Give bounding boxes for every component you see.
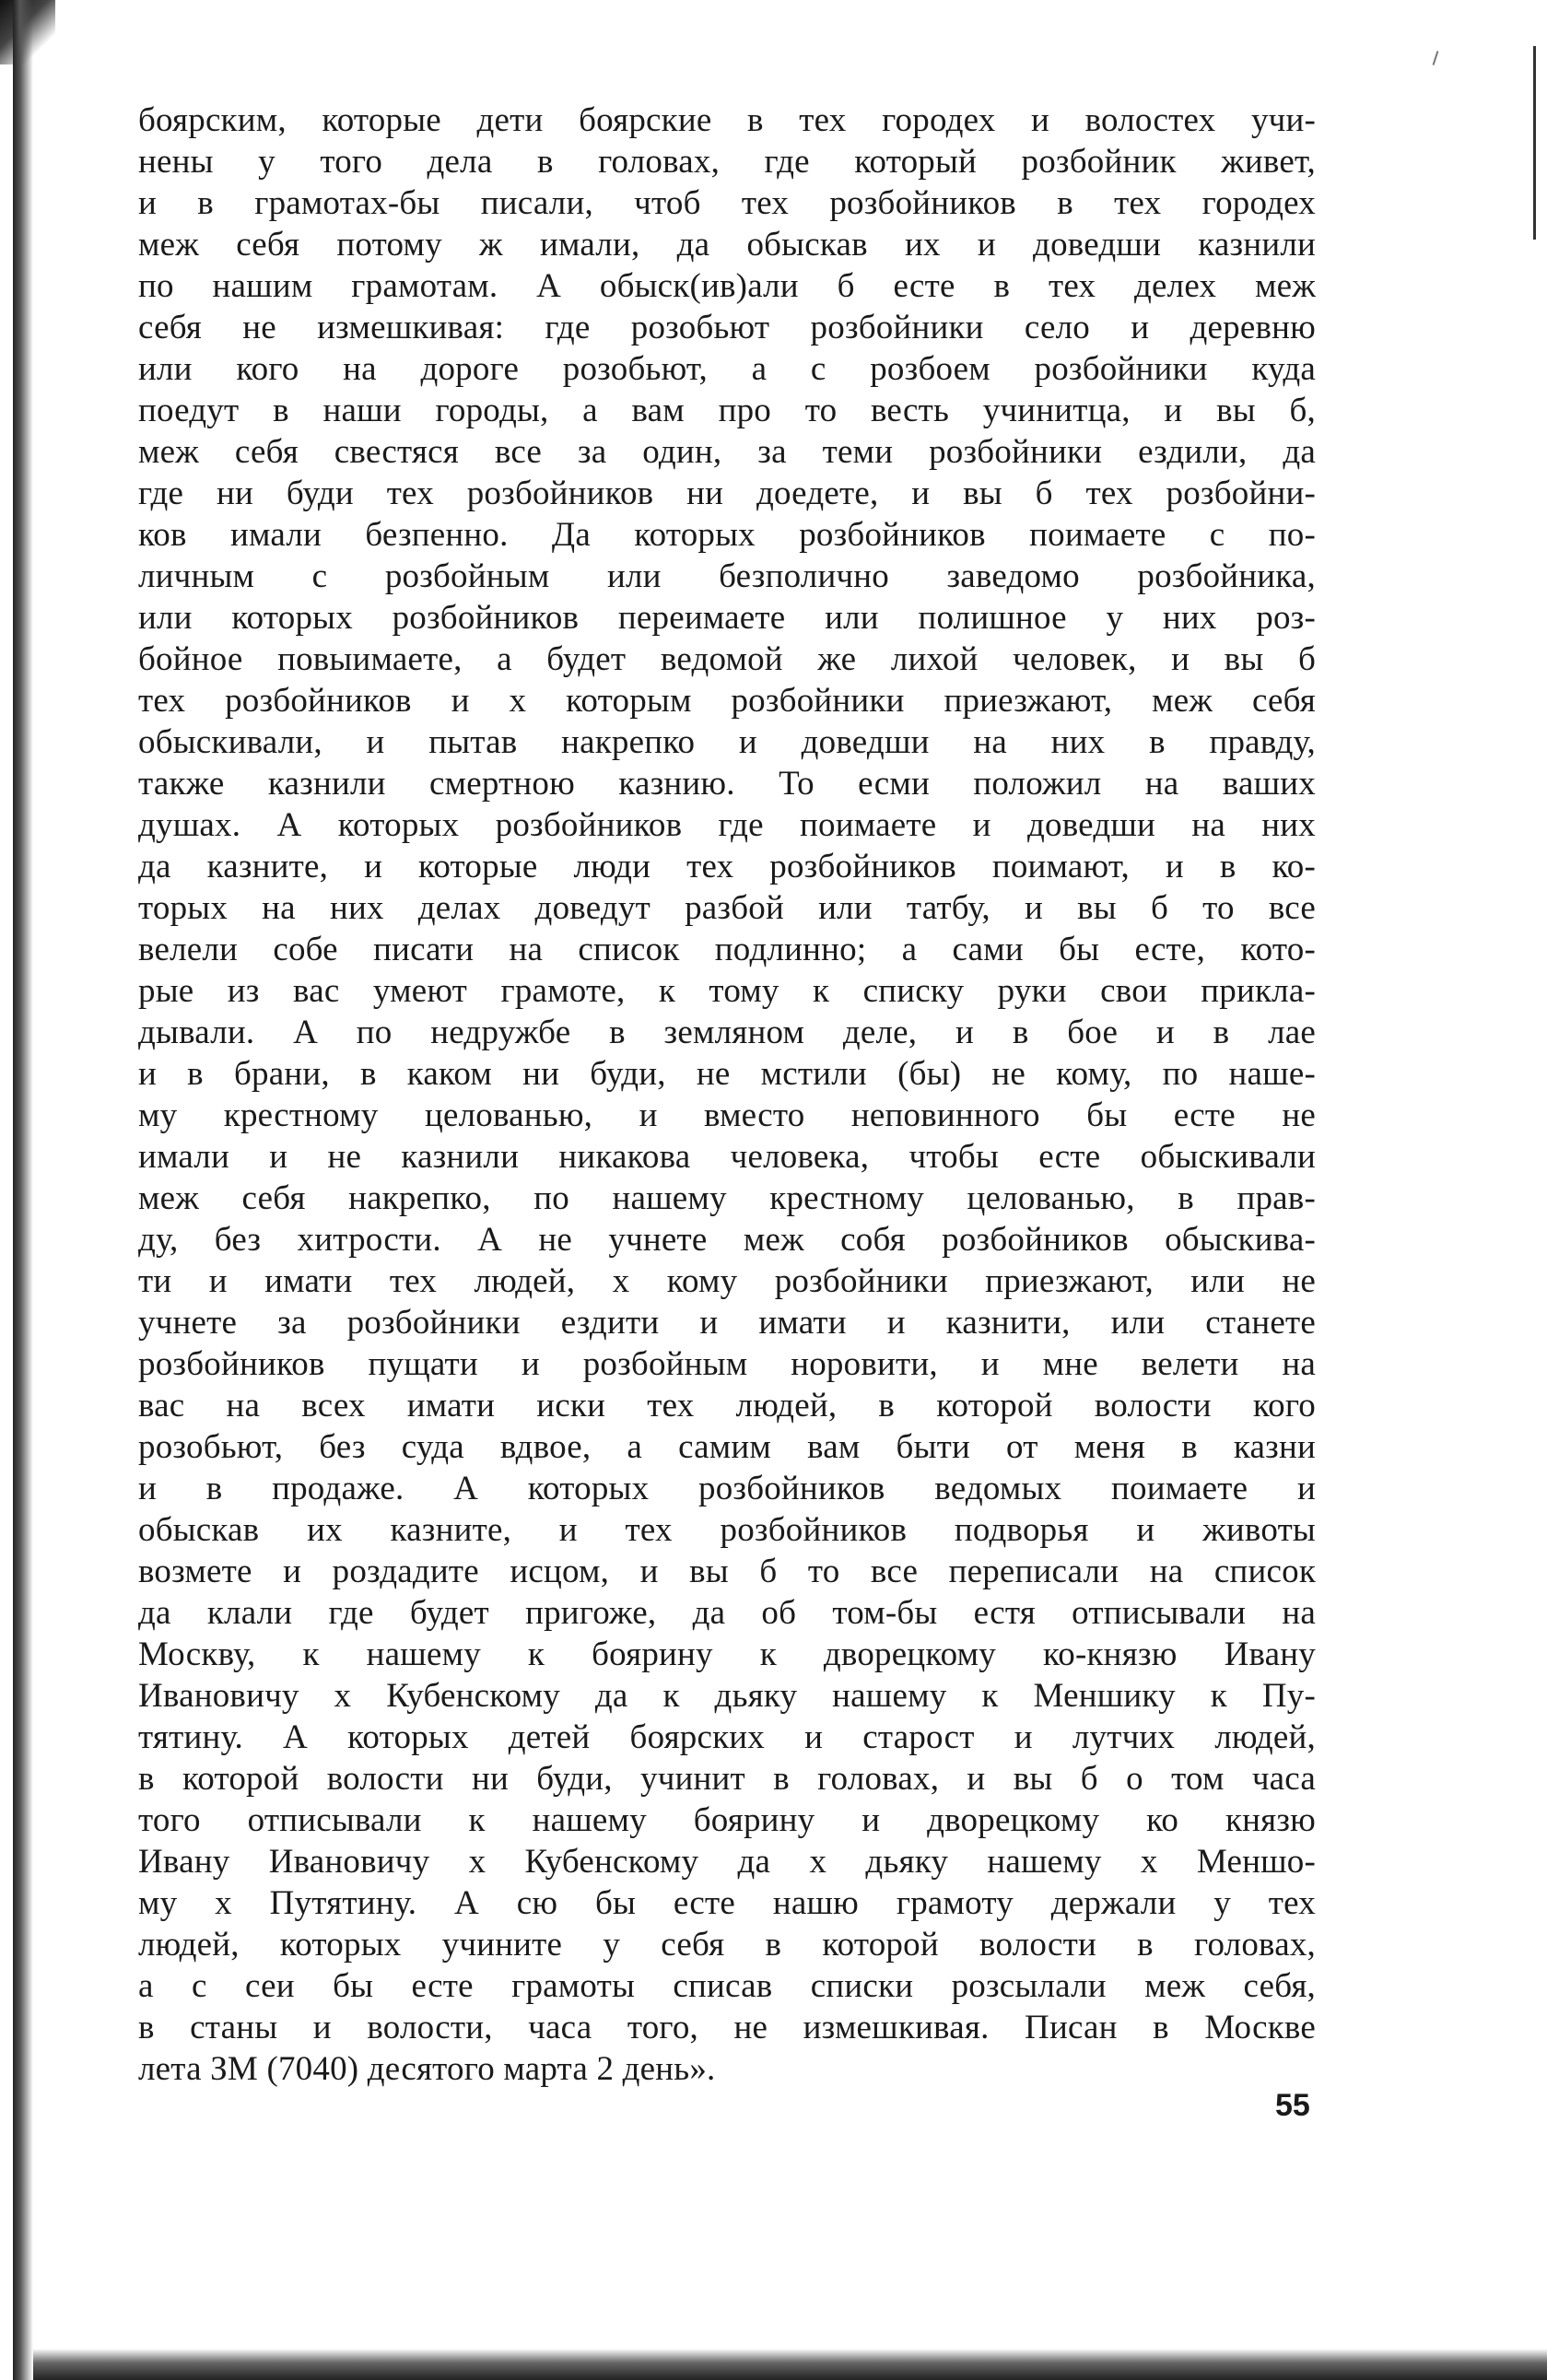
text-line: имали и не казнили никакова человека, чтобы есте обыскивали <box>138 1138 1316 1176</box>
text-line: меж себя потому ж имали, да обыскав их и доведши казнили <box>138 226 1316 264</box>
text-line: учнете за розбойники ездити и имати и казнити, или станете <box>138 1304 1316 1342</box>
text-line: дывали. А по недружбе в земляном деле, и в бое и в лае <box>138 1014 1316 1051</box>
text-line: по нашим грамотам. А обыск(ив)али б есте в тех делех меж <box>138 267 1316 305</box>
text-line: розбойников пущати и розбойным норовити, и мне велети на <box>138 1345 1316 1383</box>
scan-speck <box>1433 51 1439 65</box>
text-line: ти и имати тех людей, х кому розбойники приезжают, или не <box>138 1262 1316 1300</box>
text-line: бойное повыимаете, а будет ведомой же лихой человек, и вы б <box>138 640 1316 678</box>
text-line: где ни буди тех розбойников ни доедете, и вы б тех розбойни- <box>138 475 1316 512</box>
text-line: или кого на дороге розобьют, а с розбоем розбойники куда <box>138 350 1316 388</box>
body-text <box>138 100 1316 2090</box>
text-line: нены у того дела в головах, где который розбойник живет, <box>138 143 1316 181</box>
text-line: и в брани, в каком ни буди, не мстили (бы) не кому, по наше- <box>138 1055 1316 1093</box>
text-line: ков имали безпенно. Да которых розбойников поимаете с по- <box>138 516 1316 554</box>
text-line: вас на всех имати иски тех людей, в которой волости кого <box>138 1387 1316 1424</box>
text-line: рые из вас умеют грамоте, к тому к списку руки свои прикла- <box>138 972 1316 1010</box>
text-line: торых на них делах доведут разбой или татбу, и вы б то все <box>138 889 1316 927</box>
scan-mark-right-edge <box>1533 46 1536 240</box>
text-line: велели собе писати на список подлинно; а сами бы есте, кото- <box>138 931 1316 968</box>
text-line: в которой волости ни буди, учинит в головах, и вы б о том часа <box>138 1760 1316 1798</box>
text-line: тятину. А которых детей боярских и старост и лутчих людей, <box>138 1718 1316 1756</box>
text-line: розобьют, без суда вдвое, а самим вам быти от меня в казни <box>138 1428 1316 1466</box>
text-line: лета ЗМ (7040) десятого марта 2 день». <box>138 2050 716 2088</box>
text-line: му крестному целованью, и вместо неповинного бы есте не <box>138 1096 1316 1134</box>
text-line: и в продаже. А которых розбойников ведомых поимаете и <box>138 1470 1316 1507</box>
text-line: боярским, которые дети боярские в тех городех и волостех учи- <box>138 101 1316 139</box>
scan-shadow-bottom-edge <box>33 2349 1547 2380</box>
text-line: обыскав их казните, и тех розбойников подворья и животы <box>138 1511 1316 1549</box>
text-line: му х Путятину. А сю бы есте нашю грамоту держали у тех <box>138 1884 1316 1922</box>
text-line: поедут в наши городы, а вам про то весть учинитца, и вы б, <box>138 392 1316 429</box>
text-line: людей, которых учините у себя в которой волости в головах, <box>138 1926 1316 1964</box>
text-line: себя не измешкивая: где розобьют розбойники село и деревню <box>138 309 1316 346</box>
text-line: меж себя свестяся все за один, за теми розбойники ездили, да <box>138 433 1316 471</box>
text-line: возмете и роздадите исцом, и вы б то все переписали на список <box>138 1553 1316 1590</box>
text-line: в станы и волости, часа того, не измешкивая. Писан в Москве <box>138 2009 1316 2046</box>
text-line: того отписывали к нашему боярину и дворецкому ко князю <box>138 1801 1316 1839</box>
scan-shadow-left-edge <box>13 0 33 2380</box>
text-line: да казните, и которые люди тех розбойников поимают, и в ко- <box>138 848 1316 885</box>
text-line: а с сеи бы есте грамоты списав списки розсылали меж себя, <box>138 1967 1316 2005</box>
text-line: душах. А которых розбойников где поимаете и доведши на них <box>138 806 1316 844</box>
text-line: тех розбойников и х которым розбойники приезжают, меж себя <box>138 682 1316 720</box>
text-line: да клали где будет пригоже, да об том-бы естя отписывали на <box>138 1594 1316 1632</box>
text-line: ду, без хитрости. А не учнете меж собя розбойников обыскива- <box>138 1221 1316 1259</box>
page-number: 55 <box>1275 2088 1310 2123</box>
text-line: Ивановичу х Кубенскому да к дьяку нашему к Меншику к Пу- <box>138 1677 1316 1715</box>
text-line: обыскивали, и пытав накрепко и доведши на них в правду, <box>138 723 1316 761</box>
text-line: также казнили смертною казнию. То есми положил на ваших <box>138 765 1316 803</box>
text-line: Ивану Ивановичу х Кубенскому да х дьяку нашему х Меншо- <box>138 1843 1316 1881</box>
text-line: и в грамотах-бы писали, чтоб тех розбойников в тех городех <box>138 184 1316 222</box>
text-line: или которых розбойников переимаете или полишное у них роз- <box>138 599 1316 637</box>
text-line: личным с розбойным или безполично заведомо розбойника, <box>138 557 1316 595</box>
text-line: Москву, к нашему к боярину к дворецкому ко-князю Ивану <box>138 1636 1316 1673</box>
text-line: меж себя накрепко, по нашему крестному целованью, в прав- <box>138 1179 1316 1217</box>
